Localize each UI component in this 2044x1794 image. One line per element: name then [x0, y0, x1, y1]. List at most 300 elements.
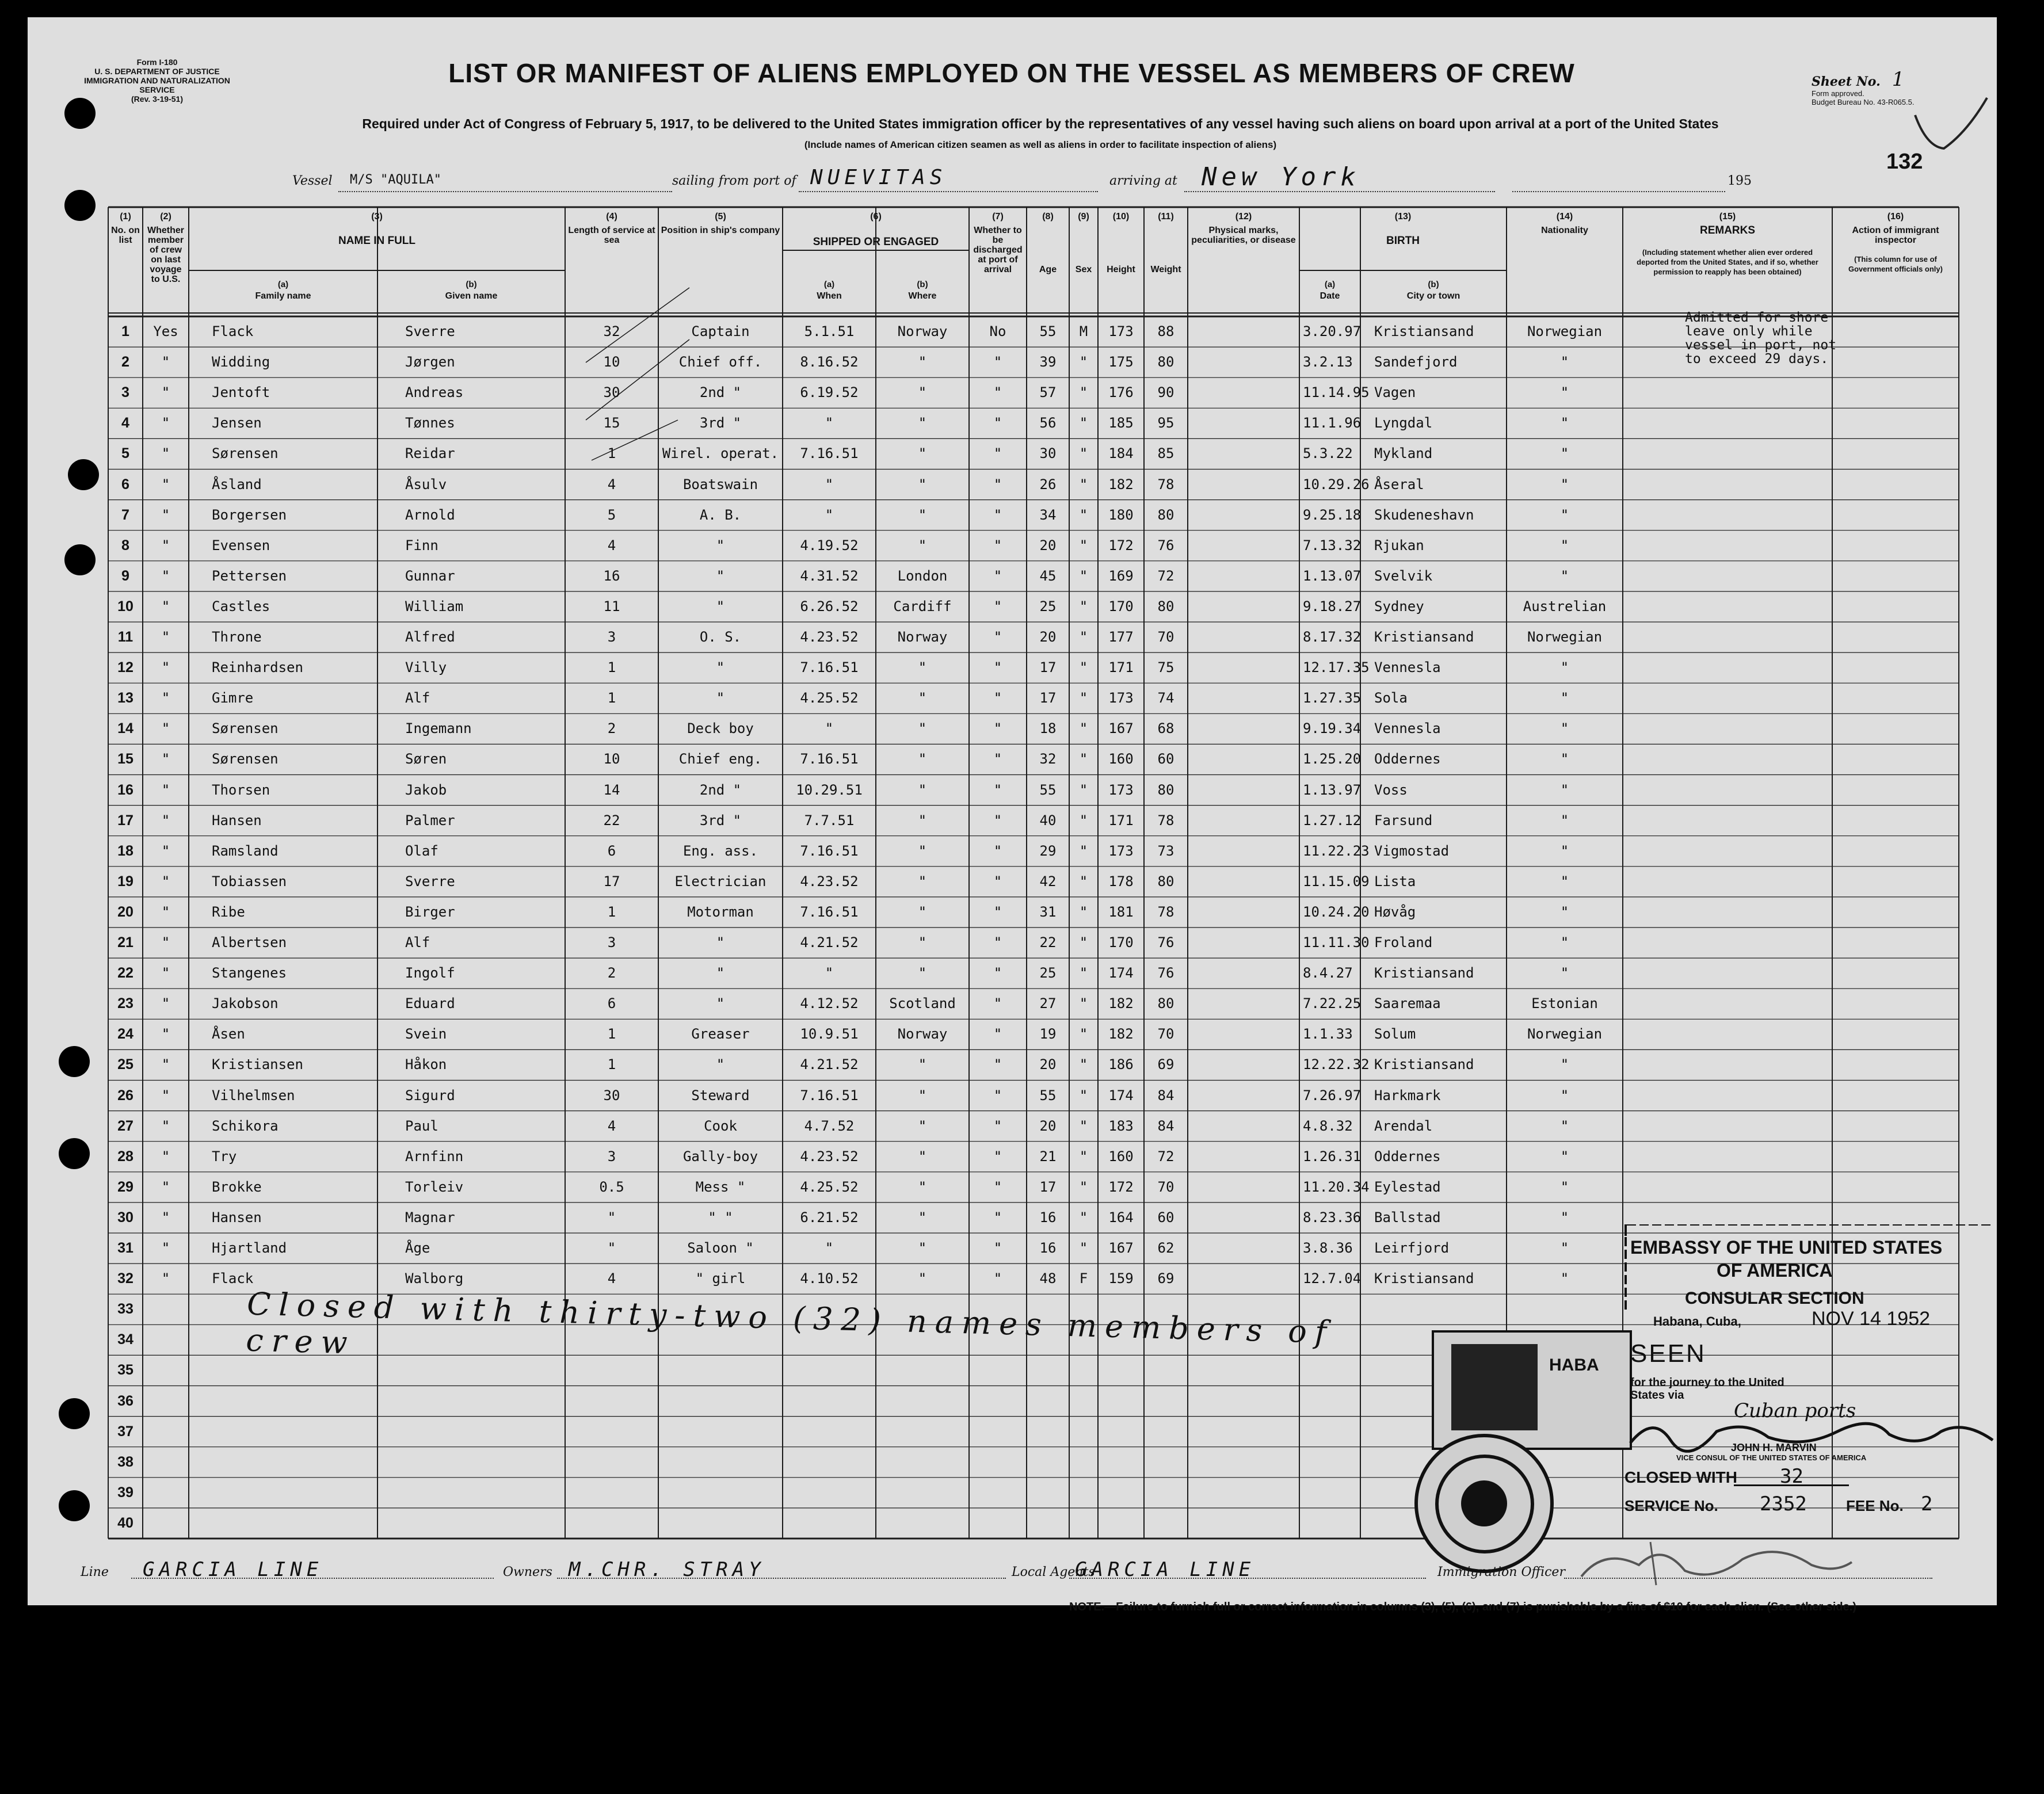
cell-position: " [716, 567, 725, 584]
cell-where: " [918, 903, 927, 920]
underline [557, 1578, 1006, 1579]
cell-service: 1 [607, 445, 616, 462]
cell-birth-city: Svelvik [1374, 567, 1433, 584]
cell-nationality: " [1560, 384, 1569, 401]
cell-last: " [161, 873, 170, 890]
cell-nationality: Austrelian [1523, 598, 1607, 614]
cell-age: 25 [1039, 598, 1057, 614]
cell-no: 18 [117, 842, 134, 859]
cell-discharged: " [993, 384, 1002, 401]
cell-weight: 69 [1157, 1056, 1174, 1073]
cell-discharged: " [993, 567, 1002, 584]
cell-height: 185 [1108, 415, 1134, 432]
cell-no: 19 [117, 873, 134, 890]
cell-last: " [161, 1148, 170, 1165]
cell-no: 4 [121, 415, 129, 432]
column-number-c13: (13) [1394, 212, 1412, 222]
cell-last: " [161, 476, 170, 493]
cell-service: 1 [607, 659, 616, 676]
cell-birth-date: 1.1.33 [1303, 1026, 1353, 1043]
cell-birth-date: 4.8.32 [1303, 1117, 1353, 1134]
cell-no: 25 [117, 1056, 134, 1073]
cell-when: 7.16.51 [800, 842, 859, 859]
cell-family: Hjartland [212, 1240, 287, 1256]
cell-position: Steward [691, 1087, 750, 1104]
row-number: 33 [117, 1301, 134, 1318]
cell-no: 17 [117, 812, 134, 829]
column-header-c15: REMARKS [1699, 224, 1756, 236]
cell-weight: 78 [1157, 903, 1174, 920]
footer-line-value: GARCIA LINE [143, 1558, 323, 1581]
cell-discharged: " [993, 476, 1002, 493]
cell-no: 24 [117, 1026, 134, 1043]
cell-birth-city: Kristiansand [1374, 1270, 1474, 1287]
remarks-note: Admitted for shore leave only while vessel in port, not to exceed 29 days. [1685, 310, 1837, 367]
cell-discharged: " [993, 1087, 1002, 1104]
cell-nationality: " [1560, 445, 1569, 462]
cell-service: 1 [607, 1026, 616, 1043]
cell-discharged: " [993, 1178, 1002, 1195]
cell-given: Villy [405, 659, 447, 676]
cell-nationality: " [1560, 1056, 1569, 1073]
cell-age: 20 [1039, 537, 1057, 554]
cell-weight: 78 [1157, 812, 1174, 829]
cell-birth-city: Saaremaa [1374, 995, 1441, 1012]
cell-where: London [897, 567, 948, 584]
cell-nationality: " [1560, 415, 1569, 432]
cell-last: " [161, 812, 170, 829]
cell-given: Håkon [405, 1056, 447, 1073]
cell-age: 34 [1039, 506, 1057, 523]
cell-birth-date: 8.23.36 [1303, 1209, 1362, 1226]
cell-position: " [716, 598, 725, 614]
cell-age: 20 [1039, 1117, 1057, 1134]
cell-given: Ingolf [405, 965, 455, 982]
cell-service: 10 [603, 751, 620, 768]
cell-sex: " [1079, 629, 1088, 645]
cell-discharged: " [993, 934, 1002, 951]
cell-family: Åsen [212, 1026, 245, 1043]
embassy-stamp [1619, 1224, 1999, 1524]
cell-sex: " [1079, 965, 1088, 982]
cell-given: Arnold [405, 506, 455, 523]
revision: (Rev. 3-19-51) [131, 94, 183, 104]
cell-birth-city: Skudeneshavn [1374, 506, 1474, 523]
cell-where: " [918, 873, 927, 890]
cell-height: 172 [1108, 537, 1134, 554]
stamp-journey: for the journey to the United States via [1630, 1376, 1784, 1402]
cell-service: 30 [603, 1087, 620, 1104]
cell-age: 45 [1039, 567, 1057, 584]
cell-height: 182 [1108, 1026, 1134, 1043]
cell-nationality: " [1560, 1087, 1569, 1104]
cell-given: Åge [405, 1240, 430, 1256]
cell-sex: " [1079, 1209, 1088, 1226]
cell-height: 176 [1108, 384, 1134, 401]
cell-birth-date: 11.15.09 [1303, 873, 1370, 890]
cell-service: 3 [607, 629, 616, 645]
cell-service: " [607, 1209, 616, 1226]
column-header-c5: Position in ship's company [661, 226, 780, 235]
cell-sex: " [1079, 1026, 1088, 1043]
cell-no: 32 [117, 1270, 134, 1287]
cell-last: " [161, 781, 170, 798]
cell-age: 29 [1039, 842, 1057, 859]
cell-sex: " [1079, 659, 1088, 676]
cell-height: 164 [1108, 1209, 1134, 1226]
stamp-officer-title: VICE CONSUL OF THE UNITED STATES OF AMERICA [1676, 1453, 1867, 1462]
cell-where: " [918, 659, 927, 676]
cell-birth-city: Eylestad [1374, 1178, 1441, 1195]
cell-birth-date: 12.7.04 [1303, 1270, 1362, 1287]
stamp-ports: Cuban ports [1734, 1399, 1856, 1422]
cell-discharged: " [993, 537, 1002, 554]
cell-position: Deck boy [687, 720, 754, 737]
cell-given: Jørgen [405, 354, 455, 371]
cell-family: Castles [212, 598, 270, 614]
stamp-service-value: 2352 [1760, 1493, 1807, 1516]
cell-sex: " [1079, 934, 1088, 951]
cell-last: " [161, 842, 170, 859]
cell-position: 2nd " [699, 384, 742, 401]
cell-birth-city: Oddernes [1374, 751, 1441, 768]
cell-where: " [918, 965, 927, 982]
cell-birth-city: Kristiansand [1374, 1056, 1474, 1073]
cell-discharged: " [993, 659, 1002, 676]
cell-height: 182 [1108, 995, 1134, 1012]
cell-discharged: " [993, 354, 1002, 371]
cell-weight: 80 [1157, 598, 1174, 614]
cell-service: 0.5 [599, 1178, 624, 1195]
cell-weight: 60 [1157, 751, 1174, 768]
cell-family: Flack [212, 323, 254, 339]
cell-when: 7.16.51 [800, 659, 859, 676]
cell-discharged: " [993, 506, 1002, 523]
cell-nationality: " [1560, 1117, 1569, 1134]
cell-nationality: Norwegian [1527, 1026, 1603, 1043]
cell-given: Eduard [405, 995, 455, 1012]
cell-age: 31 [1039, 903, 1057, 920]
cell-weight: 74 [1157, 690, 1174, 707]
cell-weight: 95 [1157, 415, 1174, 432]
cell-last: " [161, 415, 170, 432]
cell-when: 10.29.51 [796, 781, 863, 798]
cell-height: 173 [1108, 842, 1134, 859]
cell-when: 7.16.51 [800, 445, 859, 462]
cell-nationality: " [1560, 903, 1569, 920]
cell-height: 159 [1108, 1270, 1134, 1287]
cell-age: 17 [1039, 659, 1057, 676]
column-number-c3: (3) [371, 212, 383, 222]
arriving-label: arriving at [1109, 174, 1177, 188]
cell-sex: " [1079, 537, 1088, 554]
cell-sex: " [1079, 1148, 1088, 1165]
cell-no: 12 [117, 659, 134, 676]
cell-no: 7 [121, 506, 129, 523]
row-number: 39 [117, 1484, 134, 1501]
underline [1069, 1578, 1426, 1579]
cell-service: 22 [603, 812, 620, 829]
page-number: 132 [1886, 150, 1923, 174]
cell-given: Alf [405, 690, 430, 707]
cell-where: " [918, 812, 927, 829]
column-sub-c13a: (a) [1324, 280, 1336, 289]
cell-birth-date: 11.11.30 [1303, 934, 1370, 951]
cell-family: Reinhardsen [212, 659, 303, 676]
cell-service: 10 [603, 354, 620, 371]
cell-discharged: " [993, 1148, 1002, 1165]
column-number-c8: (8) [1042, 212, 1054, 222]
closing-handwritten-note: Closed with thirty-two (32) names members of crew [245, 1285, 1335, 1361]
sailing-label: sailing from port of [672, 174, 796, 188]
column-number-c6: (6) [870, 212, 882, 222]
cell-birth-city: Farsund [1374, 812, 1433, 829]
cell-given: Alfred [405, 629, 455, 645]
column-header-c11: Weight [1150, 265, 1181, 274]
cell-discharged: No [989, 323, 1006, 339]
cell-height: 169 [1108, 567, 1134, 584]
cell-sex: " [1079, 873, 1088, 890]
cell-sex: " [1079, 781, 1088, 798]
cell-discharged: " [993, 415, 1002, 432]
cell-when: 7.16.51 [800, 1087, 859, 1104]
cell-sex: " [1079, 598, 1088, 614]
cell-service: 6 [607, 842, 616, 859]
cell-family: Jakobson [212, 995, 279, 1012]
cell-service: 30 [603, 384, 620, 401]
department: U. S. DEPARTMENT OF JUSTICE [94, 67, 220, 76]
column-number-c9: (9) [1078, 212, 1089, 222]
cell-when: 5.1.51 [804, 323, 855, 339]
row-number: 40 [117, 1514, 134, 1531]
footer-owners-label: Owners [503, 1565, 552, 1579]
cell-height: 173 [1108, 323, 1134, 339]
cell-when: 4.10.52 [800, 1270, 859, 1287]
cell-birth-city: Froland [1374, 934, 1433, 951]
cell-where: Norway [897, 323, 948, 339]
cell-when: 7.7.51 [804, 812, 855, 829]
cell-birth-city: Harkmark [1374, 1087, 1441, 1104]
cell-given: Birger [405, 903, 455, 920]
cell-weight: 88 [1157, 323, 1174, 339]
cell-age: 25 [1039, 965, 1057, 982]
cell-birth-city: Vigmostad [1374, 842, 1450, 859]
cell-when: " [825, 1240, 834, 1256]
cell-birth-date: 7.13.32 [1303, 537, 1362, 554]
column-sub-c6b: (b) [917, 280, 928, 289]
cell-position: " [716, 1056, 725, 1073]
cell-family: Albertsen [212, 934, 287, 951]
cell-discharged: " [993, 842, 1002, 859]
cell-no: 1 [121, 323, 129, 339]
column-sub-label-c13a: Date [1320, 291, 1340, 301]
column-number-c2: (2) [160, 212, 171, 222]
cell-nationality: Estonian [1531, 995, 1598, 1012]
cell-last: " [161, 1240, 170, 1256]
cell-last: " [161, 903, 170, 920]
stamp-embassy: EMBASSY OF THE UNITED STATES [1630, 1237, 1943, 1258]
cell-family: Vilhelmsen [212, 1087, 295, 1104]
cell-birth-city: Lista [1374, 873, 1416, 890]
cell-when: 4.12.52 [800, 995, 859, 1012]
cell-age: 27 [1039, 995, 1057, 1012]
column-header-c1: No. on list [111, 226, 140, 245]
cell-where: " [918, 1178, 927, 1195]
row-number: 36 [117, 1392, 134, 1409]
cell-given: Alf [405, 934, 430, 951]
cell-family: Borgersen [212, 506, 287, 523]
cell-last: " [161, 1178, 170, 1195]
cell-last: " [161, 995, 170, 1012]
cell-family: Jensen [212, 415, 262, 432]
cell-last: " [161, 965, 170, 982]
cell-sex: " [1079, 1056, 1088, 1073]
cell-birth-date: 1.27.12 [1303, 812, 1362, 829]
cell-service: 2 [607, 965, 616, 982]
cell-position: Motorman [687, 903, 754, 920]
cell-position: " [716, 537, 725, 554]
column-sub-label-c6a: When [817, 291, 842, 301]
row-number: 38 [117, 1453, 134, 1470]
cell-discharged: " [993, 873, 1002, 890]
cell-weight: 72 [1157, 567, 1174, 584]
cell-position: " [716, 995, 725, 1012]
cell-last: " [161, 1270, 170, 1287]
cell-position: Gally-boy [682, 1148, 758, 1165]
cell-age: 55 [1039, 323, 1057, 339]
cell-weight: 76 [1157, 934, 1174, 951]
cell-where: " [918, 1056, 927, 1073]
cell-birth-city: Lyngdal [1374, 415, 1433, 432]
vessel-value: M/S "AQUILA" [350, 173, 441, 187]
cell-sex: F [1079, 1270, 1088, 1287]
cell-when: 4.25.52 [800, 1178, 859, 1195]
cell-height: 171 [1108, 812, 1134, 829]
cell-position: Chief eng. [678, 751, 762, 768]
cell-family: Åsland [212, 476, 262, 493]
cell-height: 174 [1108, 1087, 1134, 1104]
cell-given: Arnfinn [405, 1148, 464, 1165]
cell-nationality: " [1560, 965, 1569, 982]
cell-age: 20 [1039, 1056, 1057, 1073]
cell-birth-date: 12.22.32 [1303, 1056, 1370, 1073]
cell-where: " [918, 476, 927, 493]
cell-when: 4.19.52 [800, 537, 859, 554]
cell-when: 6.19.52 [800, 384, 859, 401]
cell-sex: " [1079, 384, 1088, 401]
cell-position: Wirel. operat. [662, 445, 779, 462]
cell-service: 4 [607, 537, 616, 554]
cell-age: 32 [1039, 751, 1057, 768]
cell-given: Sigurd [405, 1087, 455, 1104]
cell-no: 27 [117, 1117, 134, 1134]
column-number-c10: (10) [1112, 212, 1130, 222]
cell-nationality: " [1560, 812, 1569, 829]
revenue-stamp [1432, 1330, 1632, 1450]
cell-given: Tønnes [405, 415, 455, 432]
cell-birth-city: Rjukan [1374, 537, 1424, 554]
column-sub-c13b: (b) [1428, 280, 1439, 289]
cell-last: " [161, 751, 170, 768]
cell-birth-date: 11.22.23 [1303, 842, 1370, 859]
cell-discharged: " [993, 751, 1002, 768]
cell-when: 7.16.51 [800, 903, 859, 920]
cell-birth-date: 11.20.34 [1303, 1178, 1370, 1195]
cell-birth-date: 11.1.96 [1303, 415, 1362, 432]
cell-given: Olaf [405, 842, 438, 859]
cell-birth-city: Sandefjord [1374, 354, 1458, 371]
cell-when: 6.21.52 [800, 1209, 859, 1226]
form-approved-text: Form approved. [1812, 89, 1864, 98]
cell-when: 4.23.52 [800, 873, 859, 890]
cell-nationality: " [1560, 842, 1569, 859]
cell-where: " [918, 1148, 927, 1165]
cell-birth-city: Vagen [1374, 384, 1416, 401]
cell-age: 19 [1039, 1026, 1057, 1043]
cell-birth-date: 5.3.22 [1303, 445, 1353, 462]
column-sub-c3b: (b) [466, 280, 477, 289]
cell-birth-date: 1.27.35 [1303, 690, 1362, 707]
cell-given: Åsulv [405, 476, 447, 493]
cell-no: 23 [117, 995, 134, 1012]
cell-height: 181 [1108, 903, 1134, 920]
cell-nationality: " [1560, 873, 1569, 890]
immigration-officer-signature [1570, 1530, 1858, 1594]
column-sub-c6a: (a) [823, 280, 835, 289]
cell-sex: " [1079, 506, 1088, 523]
cell-age: 16 [1039, 1240, 1057, 1256]
stamp-closed-label: CLOSED WITH [1624, 1468, 1737, 1486]
cell-given: Ingemann [405, 720, 472, 737]
cell-when: 4.21.52 [800, 934, 859, 951]
column-number-c5: (5) [715, 212, 726, 222]
cell-sex: " [1079, 476, 1088, 493]
cell-age: 48 [1039, 1270, 1057, 1287]
cell-nationality: " [1560, 1209, 1569, 1226]
underline [1734, 1484, 1849, 1486]
cell-height: 172 [1108, 1178, 1134, 1195]
cell-when: 4.31.52 [800, 567, 859, 584]
cell-birth-date: 3.2.13 [1303, 354, 1353, 371]
cell-age: 17 [1039, 1178, 1057, 1195]
cell-service: 1 [607, 690, 616, 707]
column-number-c11: (11) [1158, 212, 1174, 222]
cell-no: 22 [117, 965, 134, 982]
cell-weight: 72 [1157, 1148, 1174, 1165]
inclusion-note: (Include names of American citizen seamen as well as aliens in order to facilitate inspection of aliens) [804, 139, 1277, 150]
cell-position: " [716, 690, 725, 707]
cell-family: Tobiassen [212, 873, 287, 890]
eagle-emblem-icon [1461, 1480, 1507, 1526]
cell-nationality: " [1560, 934, 1569, 951]
cell-sex: " [1079, 1178, 1088, 1195]
cell-last: " [161, 598, 170, 614]
column-sub-c3a: (a) [277, 280, 289, 289]
cell-discharged: " [993, 1117, 1002, 1134]
stamp-of-america: OF AMERICA [1717, 1260, 1833, 1281]
row-number: 35 [117, 1362, 134, 1379]
cell-position: Electrician [674, 873, 766, 890]
underline [1564, 1578, 1932, 1579]
cell-position: Greaser [691, 1026, 750, 1043]
cell-birth-date: 3.8.36 [1303, 1240, 1353, 1256]
column-header-c12: Physical marks, peculiarities, or disease [1191, 226, 1296, 245]
cell-last: " [161, 934, 170, 951]
cell-where: " [918, 1209, 927, 1226]
cell-weight: 80 [1157, 781, 1174, 798]
stamp-fee-value: 2 [1921, 1493, 1933, 1516]
cell-age: 56 [1039, 415, 1057, 432]
